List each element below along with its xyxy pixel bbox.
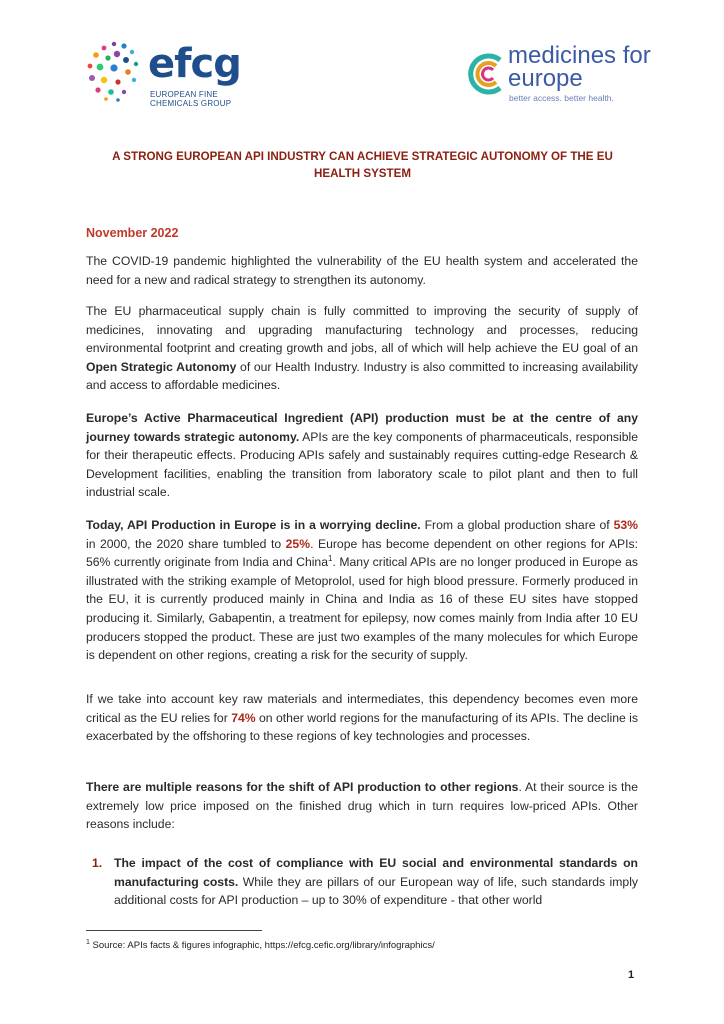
- stat-2020-share: 25%: [285, 536, 311, 551]
- stat-2000-share: 53%: [613, 518, 638, 532]
- list-item-body: [114, 854, 638, 910]
- paragraph-decline: [86, 516, 638, 665]
- paragraph-text: . Europe has become dependent on other regions for APIs: 56% currently originate from India and China: [86, 536, 638, 570]
- medicines-for-europe-logo: [466, 42, 651, 108]
- footnote-text: Source: APIs facts & figures infographic, https://efcg.cefic.org/library/infographics/: [89, 940, 435, 951]
- document-title: A STRONG EUROPEAN API INDUSTRY CAN ACHIEVE STRATEGIC AUTONOMY OF THE EU HEALTH SYSTEM: [112, 150, 613, 180]
- list-item-number: 1.: [92, 856, 103, 870]
- paragraph-text: APIs are the key components of pharmaceuticals, responsible for their therapeutic effects. Producing APIs safely and sustainably requires cutting-edge Research & Development facilities, enabling the transition from laboratory scale to pilot plant and then to full industrial scale.: [86, 429, 638, 500]
- paragraph-dependency: [86, 690, 638, 746]
- mfe-swirl-icon: [466, 52, 506, 96]
- efcg-subtitle: EUROPEAN FINE CHEMICALS GROUP: [150, 90, 232, 108]
- list-item-lead: The impact of the cost of compliance with EU social and environmental standards on manufacturing costs.: [114, 856, 638, 889]
- list-item-text: While they are pillars of our European way of life, such standards imply additional costs for API production – up to 30% of expenditure - that other world: [114, 874, 638, 908]
- paragraph-text: . Many critical APIs are no longer produced in Europe as illustrated with the striking example of Metoprolol, used for high blood pressure. Formerly produced in the EU, it is currently produced mainly in China and India as 16 of these EU sites have stopped producing it. Similarly, Gabapentin, a treatment for epilepsy, now comes mainly from India after 10 EU producers stopped the product. These are just two examples of the many molecules for which Europe is dependent on other regions, creating a risk for the security of supply.: [86, 555, 638, 663]
- mfe-wordmark: medicines for europe: [508, 42, 651, 92]
- paragraph-text: on other world regions for the manufacturing of its APIs. The decline is exacerbated by the offshoring to these regions of key technologies and processes.: [86, 710, 638, 744]
- efcg-wordmark: efcg: [148, 41, 241, 87]
- paragraph-text: . At their source is the extremely low price imposed on the finished drug which in turn requires low-priced APIs. Other reasons include:: [86, 780, 638, 832]
- paragraph-text: of our Health Industry. Industry is also committed to increasing availability and access to affordable medicines.: [86, 359, 638, 393]
- footnote-ref[interactable]: 1: [328, 554, 333, 564]
- paragraph-text: The COVID-19 pandemic highlighted the vulnerability of the EU health system and accelerated the need for a new and radical strategy to strengthen its autonomy.: [86, 254, 638, 287]
- efcg-dots-icon: [84, 40, 146, 102]
- paragraph-text: in 2000, the 2020 share tumbled to: [86, 536, 286, 551]
- paragraph-reasons: [86, 778, 638, 834]
- paragraph-lead: There are multiple reasons for the shift of API production to other regions: [86, 780, 519, 794]
- footnote-divider: [86, 930, 262, 931]
- efcg-logo: [84, 40, 244, 116]
- paragraph-lead: Today, API Production in Europe is in a worrying decline.: [86, 518, 421, 532]
- stat-dependency: 74%: [231, 710, 256, 725]
- paragraph-text: The EU pharmaceutical supply chain is fully committed to improving the security of supply of medicines, innovating and upgrading manufacturing technology and processes, reducing environmental footprint and creating growth and jobs, all of which will help achieve the EU goal of an: [86, 304, 638, 356]
- footnote-marker: 1: [86, 938, 90, 946]
- paragraph-text: If we take into account key raw materials and intermediates, this dependency becomes even more critical as the EU relies for: [86, 692, 638, 725]
- emphasis-open-strategic-autonomy: Open Strategic Autonomy: [86, 359, 237, 374]
- paragraph-lead: Europe’s Active Pharmaceutical Ingredient (API) production must be at the centre of any journey towards strategic autonomy.: [86, 411, 638, 444]
- list-item: [86, 854, 638, 910]
- footnote: [86, 940, 435, 951]
- paragraph-supply-chain: [86, 302, 638, 395]
- document-date: November 2022: [86, 226, 179, 240]
- paragraph-covid: [86, 252, 638, 289]
- page-number: 1: [628, 969, 635, 981]
- paragraph-text: From a global production share of: [420, 518, 614, 532]
- mfe-tagline: better access. better health.: [509, 93, 614, 103]
- paragraph-api-production: [86, 409, 638, 502]
